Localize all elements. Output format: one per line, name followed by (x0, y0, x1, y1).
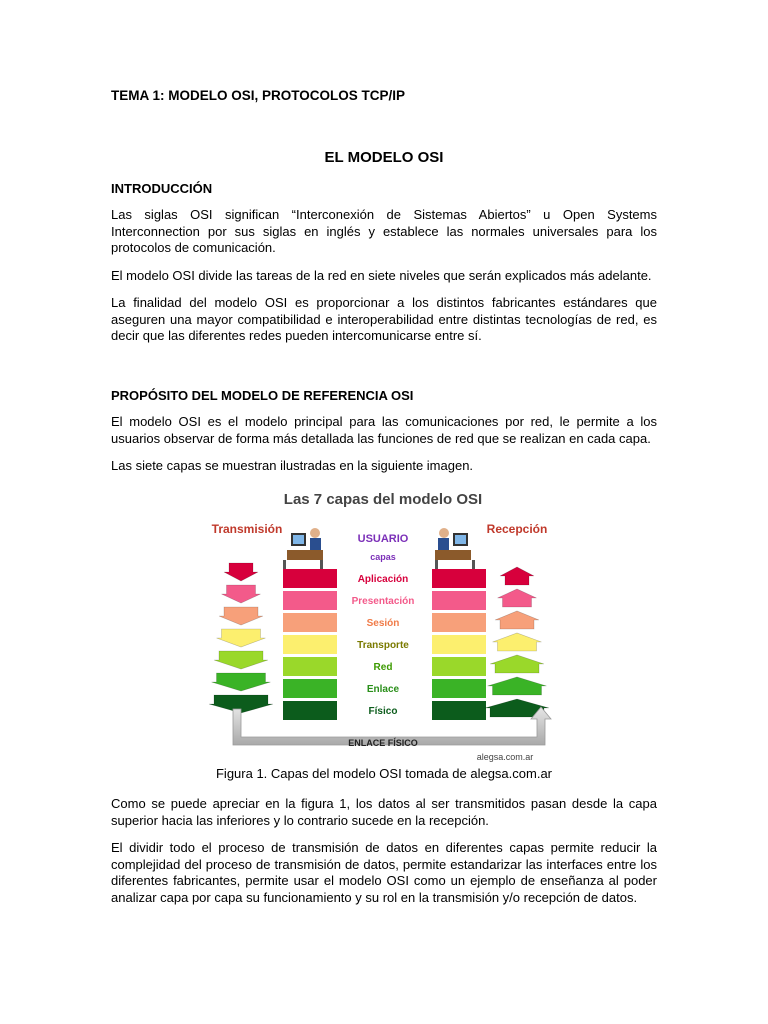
right-layer-block (432, 613, 486, 632)
user-label: USUARIO (357, 533, 409, 545)
document-title: EL MODELO OSI (324, 149, 444, 166)
section-heading-purpose: PROPÓSITO DEL MODELO DE REFERENCIA OSI (111, 388, 414, 403)
layer-name: Sesión (366, 618, 400, 629)
section-heading-introduction: INTRODUCCIÓN (111, 181, 213, 196)
osi-layers-figure (195, 487, 571, 763)
reception-arrow-up-icon (498, 589, 537, 607)
paragraph: El dividir todo el proceso de transmisión de datos en diferentes capas permite reducir la complejidad del proceso de transmisión de datos, permite estandarizar las interfaces entre los diferentes fabricantes, permite usar el modelo OSI como un ejemplo de enseñanza al poder analizar capa por capa su funcionamiento y su rol en la transmisión y/o recepción de datos. (111, 840, 657, 905)
reception-arrow-up-icon (490, 655, 544, 673)
right-layer-block (432, 657, 486, 676)
reception-arrow-up-icon (495, 611, 539, 629)
paragraph: Las siete capas se muestran ilustradas en la siguiente imagen. (111, 458, 474, 473)
left-layer-block (283, 701, 337, 720)
layer-name: Presentación (351, 596, 415, 607)
left-user-computer-icon (283, 528, 323, 570)
left-layer-block (283, 613, 337, 632)
transmission-label: Transmisión (211, 522, 283, 536)
paragraph: El modelo OSI divide las tareas de la red en siete niveles que serán explicados más adelante. (111, 268, 652, 283)
transmission-arrow-down-icon (222, 585, 261, 603)
paragraph: Las siglas OSI significan “Interconexión de Sistemas Abiertos” u Open Systems Interconnection por sus siglas en inglés y establece las normales universales para los protocolos de comunicación. (111, 207, 657, 255)
right-layer-block (432, 701, 486, 720)
reception-arrow-up-icon (488, 677, 547, 695)
left-layer-block (283, 569, 337, 588)
physical-link-label: ENLACE FÍSICO (348, 738, 418, 748)
right-layer-block (432, 591, 486, 610)
right-layer-block (432, 569, 486, 588)
layer-name: Enlace (366, 684, 400, 695)
reception-label: Recepción (486, 522, 548, 536)
paragraph: Como se puede apreciar en la figura 1, los datos al ser transmitidos pasan desde la capa superior hacia las inferiores y lo contrario sucede en la recepción. (111, 796, 657, 828)
transmission-arrow-down-icon (214, 651, 268, 669)
source-watermark: alegsa.com.ar (476, 752, 534, 762)
layers-label: capas (370, 552, 396, 562)
reception-arrow-up-icon (500, 567, 534, 585)
left-layer-block (283, 657, 337, 676)
transmission-arrow-down-icon (212, 673, 271, 691)
transmission-arrow-down-icon (217, 629, 266, 647)
left-layer-block (283, 591, 337, 610)
left-layer-block (283, 679, 337, 698)
right-user-computer-icon (435, 528, 475, 570)
paragraph: La finalidad del modelo OSI es proporcionar a los distintos fabricantes estándares que aseguren una mayor compatibilidad e interoperabilidad entre distintas tecnologías de red, es decir que las diferentes redes pueden intercomunicarse entre sí. (111, 295, 657, 343)
layer-name: Físico (368, 706, 398, 717)
right-layer-block (432, 679, 486, 698)
transmission-arrow-down-icon (219, 607, 263, 625)
reception-arrow-up-icon (493, 633, 542, 651)
figure-title: Las 7 capas del modelo OSI (283, 491, 483, 508)
figure-caption: Figura 1. Capas del modelo OSI tomada de alegsa.com.ar (215, 766, 552, 781)
layer-name: Aplicación (357, 574, 409, 585)
paragraph: El modelo OSI es el modelo principal para las comunicaciones por red, le permite a los usuarios observar de forma más detallada las funciones de red que se realizan en cada capa. (111, 414, 657, 446)
layer-name: Transporte (357, 640, 409, 651)
topic-heading: TEMA 1: MODELO OSI, PROTOCOLOS TCP/IP (111, 88, 406, 103)
left-layer-block (283, 635, 337, 654)
layer-name: Red (373, 662, 393, 673)
right-layer-block (432, 635, 486, 654)
transmission-arrow-down-icon (224, 563, 258, 581)
